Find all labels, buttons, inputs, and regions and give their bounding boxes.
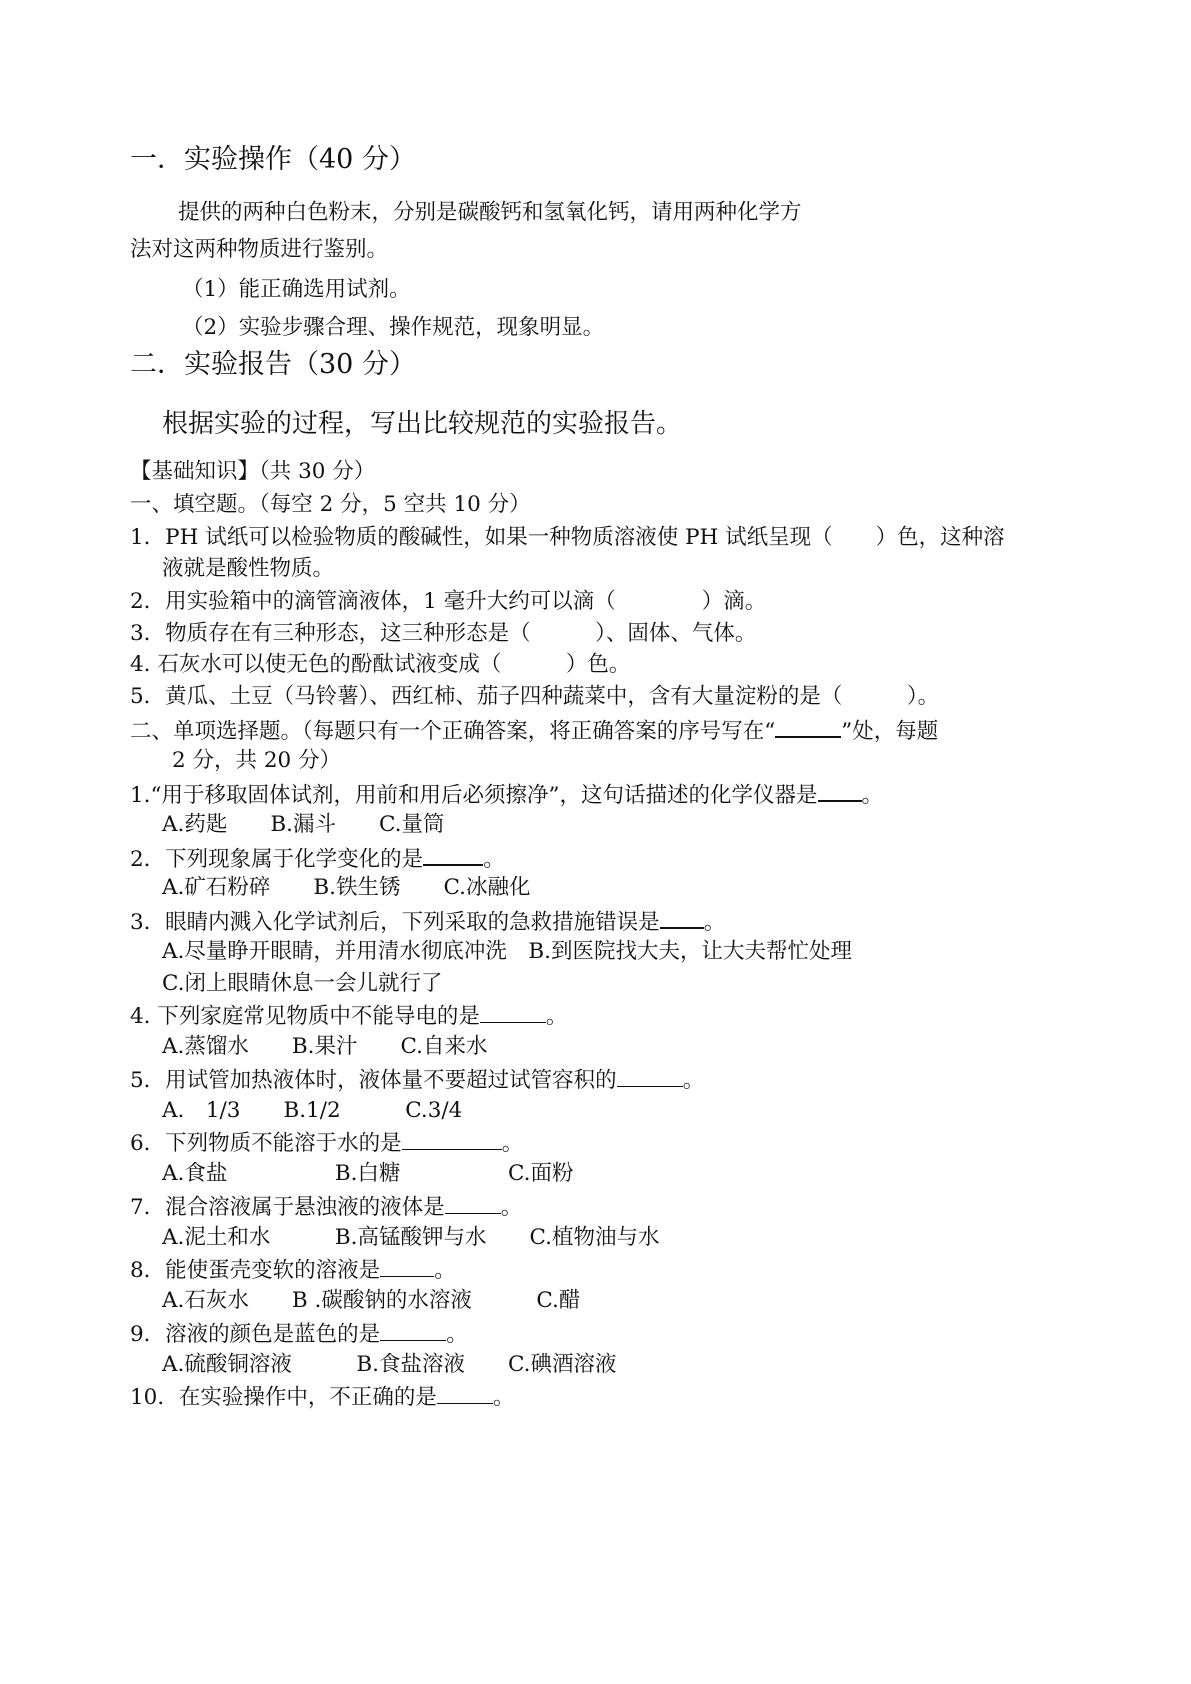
choice-q3-options-line2: C.闭上眼睛休息一会儿就行了 — [162, 971, 443, 996]
answer-blank — [380, 1322, 446, 1341]
choice-q8-options: A.石灰水 B .碳酸钠的水溶液 C.醋 — [162, 1288, 581, 1313]
choice-q7: 7．混合溶液属于悬浊液的液体是 。 — [130, 1195, 523, 1220]
choice-q2: 2．下列现象属于化学变化的是 。 — [130, 847, 505, 872]
fill-q5: 5．黄瓜、土豆（马铃薯）、西红柿、茄子四种蔬菜中，含有大量淀粉的是（ ）。 — [130, 684, 940, 709]
answer-blank — [480, 1004, 546, 1023]
choice-q5: 5．用试管加热液体时，液体量不要超过试管容积的 。 — [130, 1068, 705, 1093]
answer-blank — [775, 718, 841, 738]
choice-q5-options: A. 1/3 B.1/2 C.3/4 — [162, 1098, 463, 1123]
choice-header-line2: 2 分，共 20 分） — [172, 748, 342, 773]
basics-header: 【基础知识】（共 30 分） — [130, 459, 376, 484]
section1-req1: （1）能正确选用试剂。 — [182, 277, 411, 302]
answer-blank — [380, 1258, 434, 1277]
fill-q4: 4. 石灰水可以使无色的酚酞试液变成（ ）色。 — [130, 652, 631, 677]
choice-q8: 8．能使蛋壳变软的溶液是 。 — [130, 1258, 456, 1283]
section2-title: 二．实验报告（30 分） — [130, 349, 416, 380]
choice-q3: 3．眼睛内溅入化学试剂后，下列采取的急救措施错误是 。 — [130, 910, 726, 935]
fill-q3: 3．物质存在有三种形态，这三种形态是（ ）、固体、气体。 — [130, 621, 757, 646]
answer-blank — [437, 1385, 493, 1404]
section1-intro-line2: 法对这两种物质进行鉴别。 — [130, 237, 389, 262]
choice-q1: 1.“用于移取固体试剂，用前和用后必须擦净”，这句话描述的化学仪器是 。 — [130, 783, 884, 808]
section1-req2: （2）实验步骤合理、操作规范，现象明显。 — [182, 315, 605, 340]
answer-blank — [423, 846, 483, 866]
fill-q2: 2．用实验箱中的滴管滴液体，1 毫升大约可以滴（ ）滴。 — [130, 589, 767, 614]
section1-title: 一．实验操作（40 分） — [130, 144, 416, 175]
answer-blank — [818, 782, 862, 802]
choice-q9-options: A.硫酸铜溶液 B.食盐溶液 C.碘酒溶液 — [162, 1352, 617, 1377]
choice-q4-options: A.蒸馏水 B.果汁 C.自来水 — [162, 1034, 488, 1059]
choice-q10: 10．在实验操作中，不正确的是 。 — [130, 1385, 515, 1410]
choice-header-end: ”处，每题 — [841, 719, 939, 744]
answer-blank — [660, 909, 704, 929]
choice-q4: 4. 下列家庭常见物质中不能导电的是 。 — [130, 1004, 568, 1029]
section2-instruction: 根据实验的过程，写出比较规范的实验报告。 — [162, 409, 683, 439]
choice-q2-options: A.矿石粉碎 B.铁生锈 C.冰融化 — [162, 875, 531, 900]
choice-q3-options-line1: A.尽量睁开眼睛，并用清水彻底冲洗 B.到医院找大夫，让大夫帮忙处理 — [162, 939, 852, 964]
choice-header-text: 二、单项选择题。（每题只有一个正确答案，将正确答案的序号写在“ — [130, 719, 776, 744]
fill-q1-line2: 液就是酸性物质。 — [162, 556, 335, 581]
choice-q1-options: A.药匙 B.漏斗 C.量筒 — [162, 812, 445, 837]
choice-q9: 9．溶液的颜色是蓝色的是 。 — [130, 1322, 468, 1347]
answer-blank — [617, 1068, 683, 1087]
fill-q1-line1: 1．PH 试纸可以检验物质的酸碱性，如果一种物质溶液使 PH 试纸呈现（ ）色，这种溶 — [130, 525, 1005, 550]
choice-q6-options: A.食盐 B.白糖 C.面粉 — [162, 1161, 574, 1186]
section1-intro-line1: 提供的两种白色粉末，分别是碳酸钙和氢氧化钙，请用两种化学方 — [178, 200, 802, 225]
fill-header: 一、填空题。（每空 2 分，5 空共 10 分） — [130, 492, 531, 517]
answer-blank — [402, 1131, 502, 1150]
choice-q6: 6．下列物质不能溶于水的是 。 — [130, 1131, 524, 1156]
choice-q7-options: A.泥土和水 B.高锰酸钾与水 C.植物油与水 — [162, 1225, 660, 1250]
choice-header-line1 — [130, 718, 938, 743]
answer-blank — [445, 1195, 501, 1214]
